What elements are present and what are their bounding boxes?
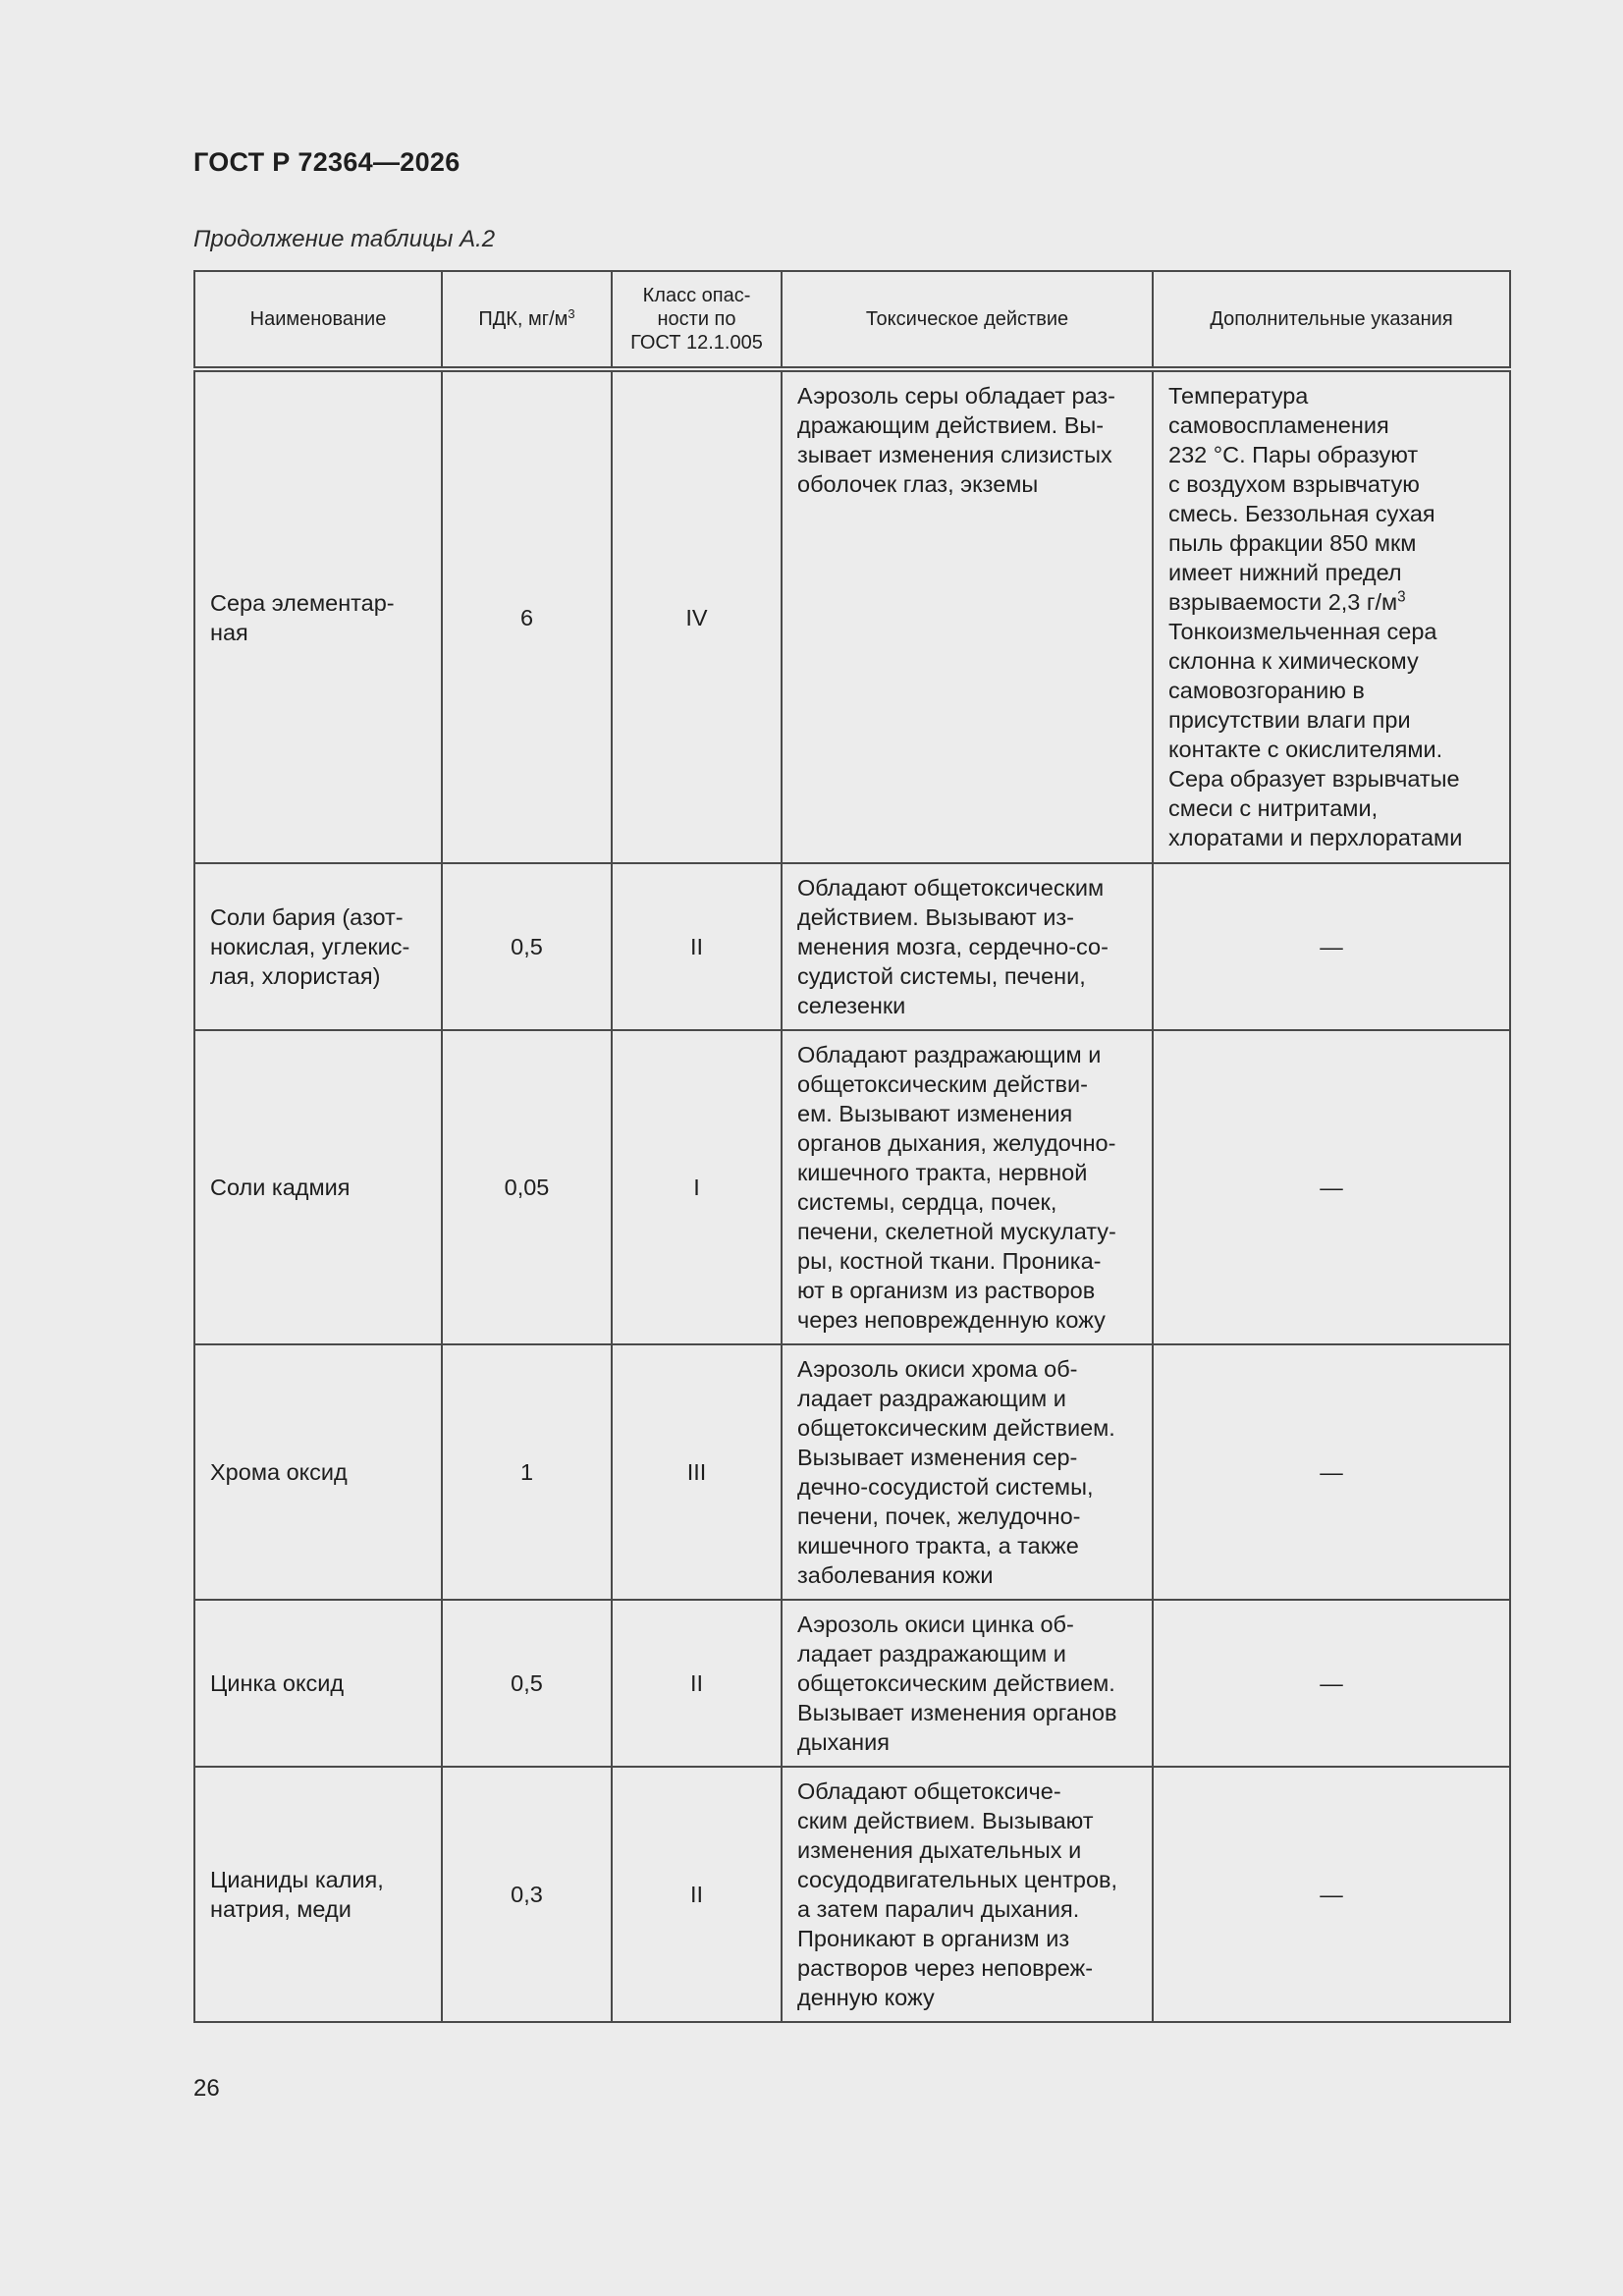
toxic-effect: Аэрозоль окиси хрома об- ладает раздражающим и общетоксическим действием. Вызывает изменения сер- дечно-сосудистой системы, печени, почек, желудочно- кишечного тракта, а также заболевания кожи <box>782 1344 1153 1600</box>
table-header-row <box>194 271 1510 369</box>
pdk-value: 0,3 <box>442 1767 612 2022</box>
substance-name: Соли бария (азот- нокислая, углекис- лая, хлористая) <box>194 863 442 1030</box>
pdk-value: 1 <box>442 1344 612 1600</box>
table-row <box>194 1030 1510 1344</box>
substance-name: Хрома оксид <box>194 1344 442 1600</box>
pdk-value: 6 <box>442 369 612 863</box>
table-row <box>194 369 1510 863</box>
hazard-class: II <box>612 863 782 1030</box>
toxic-effect: Обладают раздражающим и общетоксическим действи- ем. Вызывают изменения органов дыхания, желудочно- кишечного тракта, нервной системы, сердца, почек, печени, скелетной мускулату- ры, костной ткани. Проника- ют в организм из растворов через неповрежденную кожу <box>782 1030 1153 1344</box>
additional-notes: — <box>1153 1600 1510 1767</box>
table-row <box>194 1344 1510 1600</box>
table-row <box>194 1600 1510 1767</box>
toxic-effect: Обладают общетоксиче- ским действием. Вызывают изменения дыхательных и сосудодвигательных центров, а затем паралич дыхания. Проникают в организм из растворов через неповреж- денную кожу <box>782 1767 1153 2022</box>
additional-notes: — <box>1153 1767 1510 2022</box>
substance-name: Цинка оксид <box>194 1600 442 1767</box>
table-caption: Продолжение таблицы А.2 <box>193 226 496 252</box>
pdk-value: 0,05 <box>442 1030 612 1344</box>
table-row <box>194 863 1510 1030</box>
substance-name: Сера элементар- ная <box>194 369 442 863</box>
additional-notes: — <box>1153 1030 1510 1344</box>
column-header-toxic-effect: Токсическое действие <box>782 271 1153 369</box>
hazard-class: II <box>612 1600 782 1767</box>
substance-name: Цианиды калия, натрия, меди <box>194 1767 442 2022</box>
pdk-value: 0,5 <box>442 1600 612 1767</box>
toxic-effect: Аэрозоль серы обладает раз- дражающим действием. Вы- зывает изменения слизистых оболочек глаз, экземы <box>782 369 1153 863</box>
column-header-additional-notes: Дополнительные указания <box>1153 271 1510 369</box>
toxic-effect: Обладают общетоксическим действием. Вызывают из- менения мозга, сердечно-со- судистой системы, печени, селезенки <box>782 863 1153 1030</box>
column-header-hazard-class: Класс опас- ности по ГОСТ 12.1.005 <box>612 271 782 369</box>
additional-notes: Температура самовоспламенения 232 °С. Пары образуют с воздухом взрывчатую смесь. Беззольная сухая пыль фракции 850 мкм имеет нижний предел взрываемости 2,3 $г/м^3$ Тонкоизмельченная сера склонна к химическому самовозгоранию в присутствии влаги при контакте с окислителями. Сера образует взрывчатые смеси с нитритами, хлоратами и перхлоратами <box>1153 369 1510 863</box>
hazard-class: I <box>612 1030 782 1344</box>
pdk-value: 0,5 <box>442 863 612 1030</box>
toxic-effect: Аэрозоль окиси цинка об- ладает раздражающим и общетоксическим действием. Вызывает изменения органов дыхания <box>782 1600 1153 1767</box>
document-header: ГОСТ Р 72364—2026 <box>193 147 460 177</box>
substance-name: Соли кадмия <box>194 1030 442 1344</box>
hazard-class: IV <box>612 369 782 863</box>
hazard-class: II <box>612 1767 782 2022</box>
additional-notes: — <box>1153 863 1510 1030</box>
page-number: 26 <box>193 2075 220 2102</box>
column-header-pdk: ПДК, $мг/м^3$ <box>442 271 612 369</box>
column-header-name: Наименование <box>194 271 442 369</box>
hazard-table <box>193 270 1511 2023</box>
hazard-class: III <box>612 1344 782 1600</box>
table-row <box>194 1767 1510 2022</box>
additional-notes: — <box>1153 1344 1510 1600</box>
